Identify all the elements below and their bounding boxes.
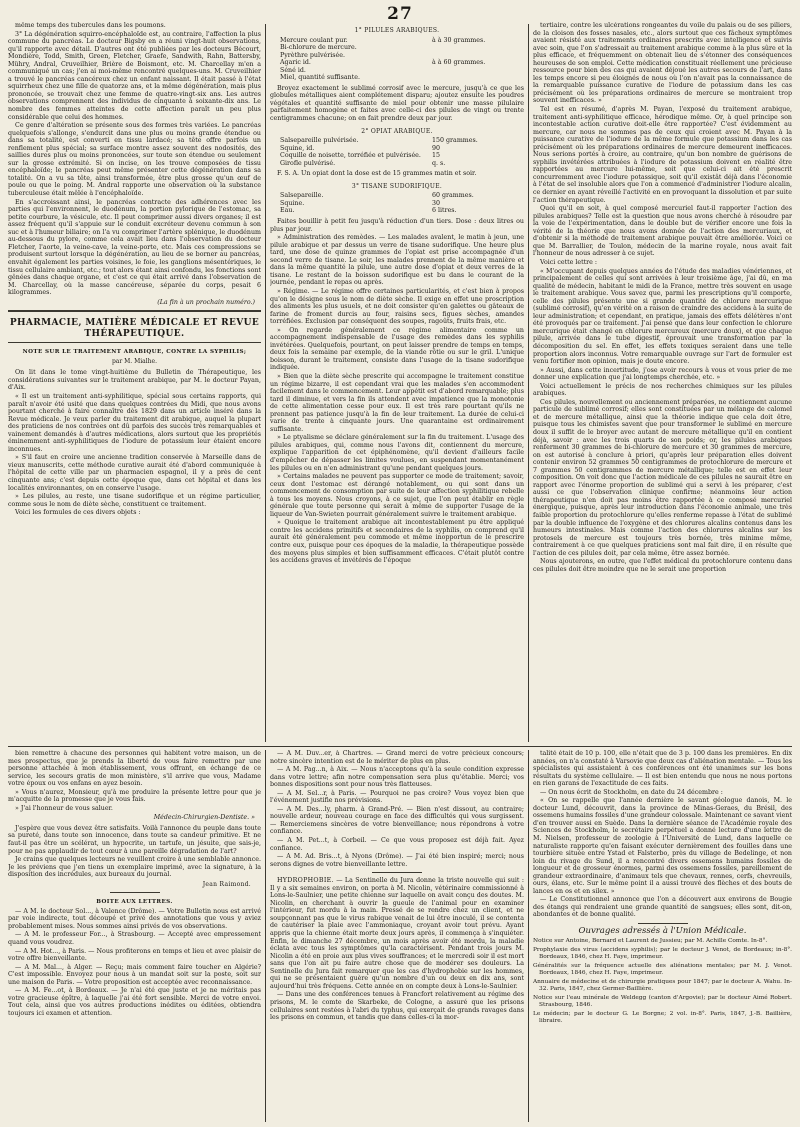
quantity: à à 30 grammes. xyxy=(432,36,486,44)
paragraph: » On regarde généralement ce régime alimentaire comme un accompagnement indispensable de l'usage des remèdes dans les syphilis invétérées. Quelquefois, pourtant, on peut laisser prendre de temps en temps, deux fois la semaine par exemple, de la viande rôtie ou sur le gril. L'unique boisson, durant le traitement, consiste dans l'usage de la tisane sudorifique indiquée. xyxy=(270,326,524,372)
recipe-row xyxy=(280,59,524,67)
book-list-title: Ouvrages adressés à l'Union Médicale. xyxy=(578,926,747,937)
paragraph: Je crains que quelques lecteurs ne veuillent croire à une semblable annonce. Je les préviens que j'en tiens un exemplaire imprimé, avec la signature, à la disposition des incrédules, aux bureaux du journal. xyxy=(8,856,261,879)
bottom-column-1 xyxy=(8,750,261,1122)
divider xyxy=(110,892,160,893)
letter-reply: — A M. Duv...er, à Chartres. — Grand merci de votre précieux concours; notre sincère intention est de le mériter de plus en plus. xyxy=(270,750,524,765)
book-entry: Notice sur Antoine, Bernard et Laurent de Jussieu; par M. Achille Comte. In-8°. xyxy=(533,938,768,945)
bottom-column-2 xyxy=(270,750,524,1122)
quantity: 6 litres. xyxy=(432,207,457,215)
recipe-tisane xyxy=(280,192,524,215)
paragraph: » Certains malades ne peuvent pas supporter ce mode de traitement; savoir, ceux dont l'estomac est dérangé notablement, ou qui sont dans un commencement de consomption par suite de leur affection syphilitique rebelle à tous les moyens. Nous croyons, à ce sujet, que l'on peut établir en règle générale que toute personne qui serait à même de supporter l'usage de la liqueur de Van-Swieten pourrait généralement suivre le traitement arabique. xyxy=(270,473,524,518)
quantity xyxy=(432,67,524,75)
ingredient: Squine. xyxy=(280,199,305,207)
paragraph: » Administration des remèdes. — Les malades avalent, le matin à jeun, une pilule arabique et par dessus un verre de tisane sudorifique. Une heure plus tard, une dose de quinze grammes de l'opiat est prise accompagnée d'un second verre de tisane. Le soir, les malades prennent de la même manière et dans la même quantité la pilule, une autre dose d'opiat et deux verres de la tisane. Le restant de la boisson sudorifique est bu dans le courant de la journée, pendant le repas ou après. xyxy=(270,234,524,287)
news-item xyxy=(270,877,524,990)
paragraph: « Il est un traitement anti-syphilitique, spécial sous certains rapports, qui paraît n'avoir été usité que dans quelques contrées du Midi, que nous avons pourtant cherché à faire connaître dès 1829 dans un article inséré dans la Revue médicale. Je veux parler du traitement dit arabique, auquel la plupart des praticiens de nos contrées ont dû parfois des succès très remarquables et vainement demandés à d'autres médications, alors surtout que les propriétés éminemment anti-syphilitiques de l'iodure de potassium leur étaient encore inconnues. xyxy=(8,392,261,453)
paragraph: On lit dans le tome vingt-huitième du Bulletin de Thérapeutique, les considérations suivantes sur le traitement arabique, par M. le docteur Payan, d'Aix. xyxy=(8,369,261,392)
letter-reply: — A M. le professeur For..., à Strasbourg. — Accepté avec empressement quand vous voudrez. xyxy=(8,931,261,947)
paragraph: F. S. A. Un opiat dont la dose est de 15 grammes matin et soir. xyxy=(277,170,477,178)
paragraph: » Les pilules, au reste, une tisane sudorifique et un régime particulier, comme sous le nom de diète sèche, constituent ce traitement. xyxy=(8,493,261,508)
letter-reply: — A M. Mal..., à Alger. — Reçu; mais comment faire toucher en Algérie? C'est impossible. Envoyez pour nous à un mandat soit sur la poste, soit sur une maison de Paris. — Votre proposition est acceptée avec reconnaissance. xyxy=(8,963,261,986)
letter-reply: — A M. Pet...t, à Corbeil. — Ce que vous proposez est déjà fait. Ayez confiance. xyxy=(270,837,524,852)
recipe-row xyxy=(280,74,524,82)
article-title: NOTE SUR LE TRAITEMENT ARABIQUE, CONTRE LA SYPHILIS; xyxy=(22,349,247,356)
letter-reply: — A M. Des...ly, pharm. à Grand-Pré. — Bien n'est dissout, au contraire; nouvelle ardeur, nouveau courage en face des difficultés qui vous surgissent. — Remerciemens sincères de votre bienveillance; nous répondrons à votre confiance. xyxy=(270,805,524,836)
paragraph: » Régime. — Le régime offre certaines particularités, et c'est bien à propos qu'on le désigne sous le nom de diète sèche. Il exige en effet une proscription des aliments les plus usuels, et ne doit consister qu'en galettes ou gâteaux de farine de froment durcis au four, raisins secs, figues sèches, amandes torréfiées. Exclusion par conséquent des soupes, ragoûts, fruits frais, etc. xyxy=(270,287,524,326)
news-text: — La Sentinelle du Jura donne la triste nouvelle qui suit : Il y a six semaines environ, on porta à M. Nicolin, vétérinaire commissionné à Lons-le-Saulnier, une petite chienne sur laquelle on avait conçu des doutes. M. Nicolin, en cherchant à ouvrir la gueule de l'animal pour en examiner l'intérieur, fut mordu à la main. Pressé de se rendre chez un client, et ne soupçonnant pas que le virus rabique venait de lui être inoculé, il se contenta de cautériser la plaie avec l'ammoniaque, croyant avoir tout prévu. Ayant appris que la chienne était morte deux jours après, il commença à s'inquiéter. Enfin, le dimanche 27 décembre, un mois après avoir été mordu, la maladie éclata avec tous les symptômes qu'la caractérisent. Pendant trois jours M. Nicolin a été en proie aux plus vives souffrances; et le mercredi soir il est mort sans que l'on ait pu faire autre chose que de modérer ses douleurs. La Sentinelle du Jura fait remarquer que les cas d'hydrophobie sur les hommes, qui ne se présentaient guère qu'un nombre d'un ou deux en dix ans, sont aujourd'hui très fréquens. Cette année en on compte deux à Lons-le-Saulnier. xyxy=(270,877,524,990)
column-2 xyxy=(270,22,524,743)
quantity: q. s. xyxy=(432,159,446,167)
letter-reply: — A M. Fe...ot, à Bordeaux. — Je n'ai été que juste et je ne méritais pas votre gracieuse épître, à laquelle j'ai été fort sensible. Merci de votre envoi. Tout cela, ainsi que vos autres productions inédites ou éditées, obtiendra toujours ici examen et attention. xyxy=(8,987,261,1017)
book-entry: Prophylaxie des virus (accidens syphilis); par le docteur J. Venot, de Bordeaux; in-8°. Bordeaux, 1846, chez H. Faye, imprimeur. xyxy=(533,947,792,961)
ingredient: Squine, id. xyxy=(280,144,315,152)
recipe-row xyxy=(280,207,524,215)
ingredient: Girofle pulvérisé. xyxy=(280,159,336,167)
paragraph: Nous ajouterons, en outre, que l'effet médical du protochlorure contenu dans ces pilules doit être moindre que ne le serait une proportion xyxy=(533,558,792,573)
paragraph: J'espère que vous devez être satisfaits. Voilà l'annonce du peuple dans toute sa pureté, dans toute son innocence, dans toute sa candeur primitive. Et ne faut-il pas être un scélérat, un hypocrite, un tartufe, un jésuite, que sais-je, pour ne pas applaudir de tout cœur à une pareille dégradation de l'art? xyxy=(8,824,261,855)
divider xyxy=(638,923,688,924)
recipe-row xyxy=(280,145,524,153)
bottom-column-3 xyxy=(533,750,792,1122)
book-entry: Annuaire de médecine et de chirurgie pratiques pour 1847; par le docteur A. Wahu. In-32. Paris, 1847, chez Germer-Baillière. xyxy=(533,979,792,993)
recipe-title: 3° TISANE SUDORIFIQUE. xyxy=(351,182,443,190)
recipe-row xyxy=(280,200,524,208)
recipe-opiat xyxy=(280,137,524,167)
paragraph: En s'accroissant ainsi, le pancréas contracte des adhérences avec les parties qui l'environnent, le duodénum, la portion pylorique de l'estomac, sa petite courbure, la vésicule, etc. Il peut comprimer aussi divers organes; il est assez fréquent qu'il s'appuie sur le conduit excréteur devenu commun à son suc et à l'humeur biliaire; on l'a vu comprimer l'artère splénique, le duodénum au-dessous du pylore, comme cela avait lieu dans l'observation du docteur Fletcher, l'aorte, la veine-cave, la veine-porte, etc. Mais ces compressions se produisent surtout lorsque la dégénération, au lieu de se borner au pancréas, envahit également les parties voisines, le foie, les ganglions mésentériques, le tissu cellulaire ambiant, etc.; tout alors étant ainsi confondu, les fonctions sont gênées dans chaque organe, et c'est ce qui était arrivé dans l'observation de M. Charcellay, où la masse cancéreuse, séparée du corps, pesait 6 kilogrammes. xyxy=(8,198,261,297)
paragraph: tertiaire, contre les ulcérations rongeantes du voile du palais ou de ses piliers, de la cloison des fosses nasales, etc., alors surtout que ces fâcheux symptômes avaient résisté aux traitements ordinaires prescrits avec intelligence et suivis avec soin, que l'on s'adressait au traitement arabique comme à la plus sûre et la plus efficace, et fréquemment on obtenait lieu de s'étonner des conséquences heureuses de son emploi. Cette médication constituait réellement une précieuse ressource pour bien des cas qui avaient déjoué les autres secours de l'art, dans les temps encore si peu éloignés de nous où l'on n'avait pas la connaissance de la remarquable puissance curative de l'iodure de potassium dans les cas précisément où les préparations ordinaires de mercure se montraient trop souvent inefficaces. » xyxy=(533,22,792,105)
page-number: 27 xyxy=(387,4,413,24)
paragraph: — On nous écrit de Stockholm, en date du 24 décembre : xyxy=(540,788,723,796)
book-entry: Notice sur l'eau minérale de Weldegg (canton d'Argovie); par le docteur Aimé Robert. Strasbourg, 1846. xyxy=(533,995,792,1009)
ingredient: Agaric id. xyxy=(280,59,311,67)
quantity: 30 xyxy=(432,199,441,207)
section-rule xyxy=(8,310,261,312)
column-1 xyxy=(8,22,261,743)
section-title: PHARMACIE, MATIÈRE MÉDICALE ET REVUE THÉRAPEUTIQUE. xyxy=(9,318,260,340)
paragraph: Broyez exactement le sublimé corrosif avec le mercure, jusqu'à ce que les globules métalliques aient complétement disparu; ajoutez ensuite les poudres végétales et quantité suffisante de miel pour obtenir une masse pilulaire parfaitement homogène et faites avec celle-ci des pilules de vingt ou trente centigrammes chacune; on en fait prendre deux par jour. xyxy=(270,84,524,123)
recipe-row xyxy=(280,137,524,145)
paragraph: » J'ai l'honneur de vous saluer. xyxy=(15,804,113,812)
ingredient: Salsepareille. xyxy=(280,192,324,200)
continued-note: (La fin à un prochain numéro.) xyxy=(157,298,255,306)
recipe-row xyxy=(280,160,524,168)
column-rule xyxy=(528,750,529,1122)
letter-reply: — A M. Ad. Bris...t, à Nyons (Drôme). — J'ai été bien inspiré; merci; nous serons dignes de votre bienveillante lettre. xyxy=(270,853,524,868)
recipe-title: 1° PILULES ARABIQUES. xyxy=(354,27,440,34)
paragraph: Ces pilules, nouvellement ou anciennement préparées, ne contiennent aucune particule de sublimé corrosif; elles sont constituées par un mélange de calomel et de mercure métallique, ainsi que la théorie indique que cela doit être, puisque tous les chimistes savent que pour transformer le sublimé en mercure doux il suffit de le broyer avec autant de mercure métallique qu'il en contient déjà, savoir : avec les trois quarts de son poids; or, les pilules arabiques renferment 30 grammes de bi-chlorure de mercure et 30 grammes de mercure, on est autorisé à conclure à priori, qu'après leur préparation elles doivent contenir environ 52 grammes 50 centigrammes de protochlorure de mercure et 7 grammes 50 centigrammes de mercure métallique; telle est en effet leur composition. On voit donc que l'action médicale de ces pilules ne saurait être en rapport avec l'énorme proportion de sublimé qui a servi à les préparer, c'est aussi ce que l'observation clinique confirme; néanmoins leur action thérapeutique n'en doit pas moins être rapportée à ce composé mercuriel énergique, puisque, après leur introduction dans l'économie animale, une très faible proportion du protochlorure qu'elles renferme repasse à l'état de sublimé par la double influence de l'oxygène et des chlorures alcalins contenus dans les humeurs intestinales. Mais comme l'action des chlorures alcalins sur les protosels de mercure est toujours très bornée, très minime même, contrairement à ce que quelques praticiens sont mal fait dire, il en résulte que l'action de ces pilules doit, par cela même, être assez bornée. xyxy=(533,398,792,557)
paragraph: Voici actuellement le précis de nos recherches chimiques sur les pilules arabiques. xyxy=(533,382,792,398)
letter-reply: — A M. le docteur Sol..., à Valence (Drôme). — Votre Bulletin nous est arrivé par voie indirecte, tout découpé et privé des annotations que vous y aviez probablement mises. Nous sommes ainsi privés de vos observations. xyxy=(8,907,261,930)
ingredient: Miel, quantité suffisante. xyxy=(280,74,360,82)
ingredient: Salsepareille pulvérisée. xyxy=(280,137,359,145)
news-label: HYDROPHOBIE. xyxy=(277,877,334,885)
recipe-row xyxy=(280,44,524,52)
paragraph: » Quoique le traitement arabique ait incontestablement pu être appliqué contre les accidens primitifs et secondaires de la syphilis, on comprend qu'il aurait été généralement peu commode et même inopportun de le prescrire contre eux, puisque pour ces époques de la maladie, la thérapeutique possède des moyens plus simples et bien suffisamment efficaces. C'était plutôt contre les accidens graves et invétérés de l'époque xyxy=(270,519,524,565)
paragraph: Ce genre d'altération se présente sous des formes très variées. Le pancréas quelquefois s'allonge, s'endurcit dans une plus ou moins grande étendue ou dans sa totalité, est converti en tissu lardacé; sa tête offre parfois un renflement plus spécial; sa surface montre assez souvent des nodosités, des saillies dures plus ou moins prononcées, sur toute son étendue ou seulement sur la grosse extrémité. Si on incise, on les trouve composées de tissu encéphaloïde; le pancréas peut même présenter cette dégénération dans sa totalité. On a vu sa tête, ainsi transformée, être plus grosse qu'un œuf de poule ou que le poing. M. Andral rapporte une observation où la substance tuberculeuse était mêlée à l'encéphaloïde. xyxy=(8,122,261,198)
paragraph: » Aussi, dans cette incertitude, j'ose avoir recours à vous et vous prier de me donner une explication que j'ai longtemps cherchée, etc. » xyxy=(533,366,792,382)
quantity: à à 60 grammes. xyxy=(432,59,486,67)
ingredient: Eau. xyxy=(280,207,295,215)
quantity xyxy=(432,44,524,52)
paragraph: » Vous n'aurez, Monsieur, qu'à me produire la présente lettre pour que je m'acquitte de la promesse que je vous fais. xyxy=(8,788,261,804)
book-entry: Généralités sur la fréquence actuelle des aliénations mentales; par M. J. Venot. Bordeaux, 1846, chez H. Faye, imprimeur. xyxy=(533,963,792,977)
column-rule xyxy=(265,750,266,1122)
paragraph: Faites bouillir à petit feu jusqu'à réduction d'un tiers. Dose : deux litres ou plus par jour. xyxy=(270,218,524,233)
paragraph: 3° La dégénération squirro-encéphaloïde est, au contraire, l'affection la plus commune du pancréas. Le docteur Bigsby en a réuni vingt-huit observations, qu'il rapporte avec détail. D'autres ont été publiées par les docteurs Bécourt, Mondière, Todd, Smith, Green, Fletcher, Graefe, Sandwith, Rahn, Battersby, Mühry, Andral, Cruveilhier, Brière de Boismont, etc. M. Charcellay m'en a communiqué un cas; j'en ai moi-même rencontré quelques-uns. M. Cruveilhier a trouvé le pancréas cancéreux chez un enfant naissant. Il était passé à l'état squirrheux chez une fille de quatorze ans, et la même dégénération, mais plus prononcée, se trouvait chez une femme de quatre-vingt-six ans. Les autres observations comprennent des individus de cinquante à soixante-dix ans. Le nombre des femmes atteintes de cette affection paraît un peu plus considérable que celui des hommes. xyxy=(8,30,261,121)
paragraph: Quoi qu'il en soit, à quel composé mercuriel faut-il rapporter l'action des pilules arabiques? Telle est la question que nous avons cherché à résoudre par la voie de l'expérimentation, dans le double but de vérifier encore une fois la vérité de la théorie que nous avons donnée de l'action des mercuriaux, et d'obtenir si la méthode de traitement arabique pouvait être améliorée. Voici ce que M. Barrallier, de Toulon, médecin de la marine royale, nous avait fait l'honneur de nous adresser à ce sujet. xyxy=(533,205,792,258)
section-rule xyxy=(8,342,261,343)
divider xyxy=(372,872,422,873)
paragraph: « On se rappelle que l'année dernière le savant géologue danois, M. le docteur Lund, découvrit, dans la province de Minas-Geraes, du Brésil, des ossemens humains fossiles d'une grandeur colossale. Maintenant ce savant vient d'en trouver aussi en Suède. Dans la dernière séance de l'Académie royale des Sciences de Stockholm, le secrétaire perpétuel a donné lecture d'une lettre de M. Nielsen, professeur de zoologie à l'Université de Lund, dans laquelle ce naturaliste rapporte qu'en faisant exécuter dernièrement des fouilles dans une tourbière située entre Ystad et Falsterbo, près du village de Bedelinge, et non loin du rivage du Sund, il a rencontré divers ossemens humains fossiles de longueur et de grosseur énormes, parmi des ossemens fossiles, pareillement de grandeur extraordinaire, d'animaux tels que chevaux, rennes, cerfs, chevreuils, ours, élans, etc. Sur le même point il a aussi trouvé des flèches et des bouts de lances en os et en silex. » xyxy=(533,797,792,895)
paragraph: » Le ptyalisme se déclare généralement sur la fin du traitement. L'usage des pilules arabiques, qui, comme nous l'avons dit, contiennent du mercure, explique l'apparition de cet épiphénomène, qu'il devient d'ailleurs facile d'empêcher de dépasser les limites voulues, en suspendant momentanément les pilules ou en n'en administrant qu'une pendant quelques jours. xyxy=(270,434,524,472)
quantity: 90 xyxy=(432,144,441,152)
ingredient: Coquille de noisette, torréfiée et pulvérisée. xyxy=(280,152,421,160)
recipe-row xyxy=(280,52,524,60)
column-rule xyxy=(265,24,266,742)
quantity xyxy=(432,52,524,60)
recipe-row xyxy=(280,67,524,75)
letter-reply: — A M. Hot..., à Paris. — Nous profiterons en temps et lieu et avec plaisir de votre offre bienveillante. xyxy=(8,947,261,963)
paragraph: — Le Constitutionnel annonce que l'on a découvert aux environs de Bougie des étangs qui rendraient une grande quantité de sangsues; elles sont, dit-on, abondantes et de bonne qualité. xyxy=(533,896,792,919)
letter-signature: Médecin-Chirurgien-Dentiste. » xyxy=(153,814,255,822)
paragraph: Voici les formules de ces divers objets : xyxy=(15,509,141,517)
letter-reply: — A M. Pag...n, à Aix. — Nous n'acceptons qu'à la seule condition expresse dans votre lettre; afin notre compensation sera plus qu'établie. Merci; vos bonnes dispositions sont pour nous très flatteuses. xyxy=(270,766,524,789)
paragraph: même temps des tubercules dans les poumons. xyxy=(15,22,166,29)
column-3 xyxy=(533,22,792,743)
recipe-pills xyxy=(280,37,524,82)
letters-title: BOITE AUX LETTRES. xyxy=(96,899,173,906)
column-rule xyxy=(528,24,529,742)
paragraph: talité était de 10 p. 100, elle n'était que de 3 p. 100 dans les premières. En dix années, on n'a constaté à Varsovie que deux cas d'aliénation mentale. — Tous les spécialistes qui assistaient à ces conférences ont été unanimes sur les bons résultats du système cellulaire. — Il est bien entendu que nous ne nous portons en rien garans de l'exactitude de ces faits. xyxy=(533,750,792,788)
recipe-row xyxy=(280,37,524,45)
quantity: 150 grammes. xyxy=(432,137,478,145)
ingredient: Pyrèthre pulvérisée. xyxy=(280,51,345,59)
recipe-row xyxy=(280,192,524,200)
paragraph: Voici cette lettre : xyxy=(540,258,598,266)
paragraph: bien remettre à chacune des personnes qui habitent votre maison, un de mes prospectus, que je prends la liberté de vous faire remettre par une personne attachée à mon établissement, vous offrant, en échange de ce service, les secours gratis de mon ministère, s'il arrive que vous, Madame votre époux ou vos enfans en ayez besoin. xyxy=(8,750,261,788)
paragraph: » S'il faut en croire une ancienne tradition conservée à Marseille dans de vieux manuscrits, cette méthode curative aurait été d'abord communiquée à l'hôpital de cette ville par un pharmacien espagnol, il y a près de cent cinquante ans; c'est depuis cette époque que, dans cet hôpital et dans les localités environnantes, on en conserve l'usage. xyxy=(8,454,261,492)
ingredient: Bi-chlorure de mercure. xyxy=(280,44,357,52)
author-signature: Jean Raimond. xyxy=(202,880,251,888)
ingredient: Séné id. xyxy=(280,66,306,74)
quantity: 15 xyxy=(432,152,441,160)
horizontal-rule xyxy=(8,746,792,747)
quantity xyxy=(432,74,524,82)
quantity: 60 grammes. xyxy=(432,192,474,200)
book-entry: Le médecin; par le docteur G. Le Borgne; 2 vol. in-8°. Paris, 1847, J.-B. Baillière, libraire. xyxy=(533,1011,792,1025)
letter-reply: — A M. Sel...r, à Paris. — Pourquoi ne pas croire? Vous voyez bien que l'événement justifie nos prévisions. xyxy=(270,789,524,805)
paragraph: — Dans une des conférences tenues à Francfort relativement au régime des prisons, M. le comte de Skarbeke, de Cologne, a assuré que les prisons cellulaires sont restées à l'abri du typhus, qui exerçait de grands ravages dans les prisons en commun, et tandis que dans celles-ci la mor- xyxy=(270,991,524,1022)
ingredient: Mercure coulant pur. xyxy=(280,36,348,44)
article-byline: par M. Mialhe. xyxy=(111,357,158,365)
paragraph: » Bien que la diète sèche prescrite qui accompagne le traitement constitue un régime bizarre, il est cependant vrai que les malades s'en accommodent facilement dans le commencement. Leur appétit est d'abord remarquable; plus tard il diminue, et vers la fin ils attendent avec impatience que la monotonie de cette alimentation cesse pour eux. Il est très rare pourtant qu'ils ne prennent pas patience jusqu'à la fin de leur traitement. La durée de celui-ci varie de trente à cinquante jours. Une quarantaine est ordinairement suffisante. xyxy=(270,372,524,433)
recipe-title: 2° OPIAT ARABIQUE. xyxy=(361,127,433,135)
recipe-row xyxy=(280,152,524,160)
paragraph: « M'occupant depuis quelques années de l'étude des maladies vénériennes, et principalement de celles qui sont arrivées à leur troisième âge, j'ai dû, en ma qualité de médecin, habitant le midi de la France, mettre très souvent en usage le traitement arabique. Vous savez que, parmi les prescriptions qu'il comporte, celle des pilules présente une si grande quantité de chlorure mercurique (sublimé corrosif), qu'en vérité on a raison de craindre des accidens à la suite de leur administration; et cependant, en pratique, jamais des effets délétères n'ont été provoqués par ce traitement. J'ai pensé que dans leur confection le chlorure mercurique était changé en chlorure mercureux (mercure doux), et que chaque pilule, arrivée dans le tube digestif, éprouvait une transformation par la décomposition du sel. En effet, les effets toxiques seraient dans une telle proportion alors inconnus. Votre remarquable ouvrage sur l'art de formuler est venu fortifier mon opinion, mais je doute encore. xyxy=(533,267,792,366)
paragraph: Tel est en résumé, d'après M. Payan, l'exposé du traitement arabique, traitement anti-syphilitique efficace, hérodique même. Or, à quel principe son incontestable action curative doit-elle être rapportée? C'est évidemment au mercure, car nous ne sommes pas de ceux qui croient avec M. Payan à la puissance curative de l'iodure de la même formule que potassium dans les cas précisément où les préparations ordinaires de mercure demeurent inefficaces. Nous serions portés à croire, au contraire, qu'un bon nombre de guérisons de syphilis invétérées attribuées à l'iodure de potassium doivent en réalité être rapportées au mercure lui-même, soit que celui-ci ait été prescrit concurremment avec l'iodure potassique, soit qu'il existât déjà dans l'économie à l'état de sel insoluble alors que l'on a commencé d'administrer l'iodure alcalin, ce dernier en ayant réveillé l'activité en en provoquant la dissolution et par suite l'action thérapeutique. xyxy=(533,106,792,204)
book-list xyxy=(533,928,792,1025)
